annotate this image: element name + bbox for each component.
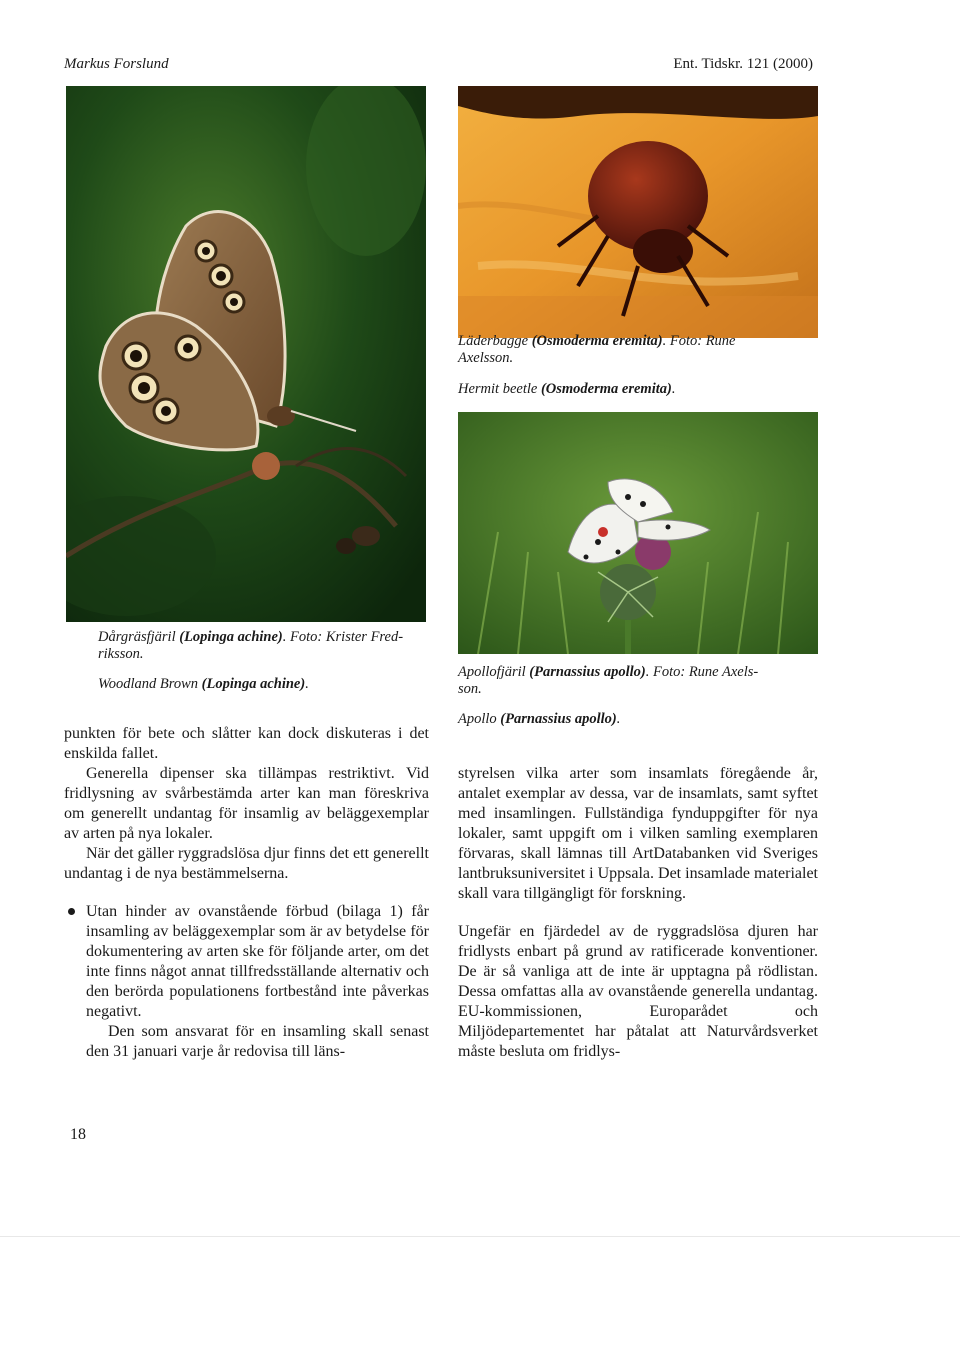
butterfly-caption-en: Woodland Brown (Lopinga achine). — [98, 676, 309, 692]
left-paragraph-3: När det gäller ryggradslösa djur finns det ett generellt undantag i de nya bestämmelserna. — [64, 845, 429, 882]
page-number: 18 — [70, 1126, 86, 1143]
apollo-photo — [458, 412, 818, 654]
right-paragraph-1: styrelsen vilka arter som insamlats föregående år, antalet exemplar av dessa, var de insamlats, samt syftet med insamlingen. Fullständiga fynduppgifter för nya lokaler, samt uppgift om i vilken samling exemplaren förvaras, skall lämnas till ArtDatabanken vid Sveriges lantbruksuniversitet i Uppsala. Det insamlade materialet skall vara tillgängligt för forskning. — [458, 765, 818, 902]
page-divider — [0, 1236, 960, 1237]
left-paragraph-1: punkten för bete och slåtter kan dock diskuteras i det enskilda fallet. — [64, 725, 429, 762]
apollo-caption-sv: Apollofjäril (Parnassius apollo). Foto: Rune Axels- son. — [458, 664, 759, 697]
beetle-photo — [458, 86, 818, 338]
right-column — [458, 764, 818, 1062]
butterfly-photo — [66, 86, 426, 622]
butterfly-caption-sv: Dårgräsfjäril (Lopinga achine). Foto: Krister Fred- riksson. — [98, 629, 404, 662]
running-author: Markus Forslund — [64, 56, 169, 72]
beetle-caption-en: Hermit beetle (Osmoderma eremita). — [458, 381, 676, 397]
bullet-text: Utan hinder av ovanstående förbud (bilaga 1) får insamling av beläggexemplar som är av betydelse för dokumentering av arten ske för följande arter, om det inte finns något annat tillfredsställande alternativ och den berörda populationens fortbestånd inte påverkas negativt. — [86, 903, 429, 1020]
running-journal: Ent. Tidskr. 121 (2000) — [673, 56, 813, 72]
apollo-caption-en: Apollo (Parnassius apollo). — [458, 711, 621, 727]
left-column — [64, 724, 429, 1062]
beetle-caption-sv: Läderbagge (Osmoderma eremita). Foto: Rune Axelsson. — [458, 333, 736, 366]
bullet-icon — [68, 908, 75, 915]
right-paragraph-2: Ungefär en fjärdedel av de ryggradslösa djuren har fridlysts enbart på grund av ratificerade konventioner. De är så vanliga att de inte är upptagna på rödlistan. Dessa omfattas alla av ovanstående generella undantag. EU-kommissionen, Europarådet och Miljödepartementet har påtalat att Naturvårdsverket måste besluta om fridlys- — [458, 923, 818, 1060]
left-paragraph-2: Generella dipenser ska tillämpas restriktivt. Vid fridlysning av svårbestämda arter kan man föreskriva om generellt undantag för insamlig av beläggexemplar av arten på nya lokaler. — [64, 765, 429, 842]
bullet-item — [64, 902, 429, 1062]
left-paragraph-4: Den som ansvarat för en insamling skall senast den 31 januari varje år redovisa till läns- — [86, 1023, 429, 1060]
